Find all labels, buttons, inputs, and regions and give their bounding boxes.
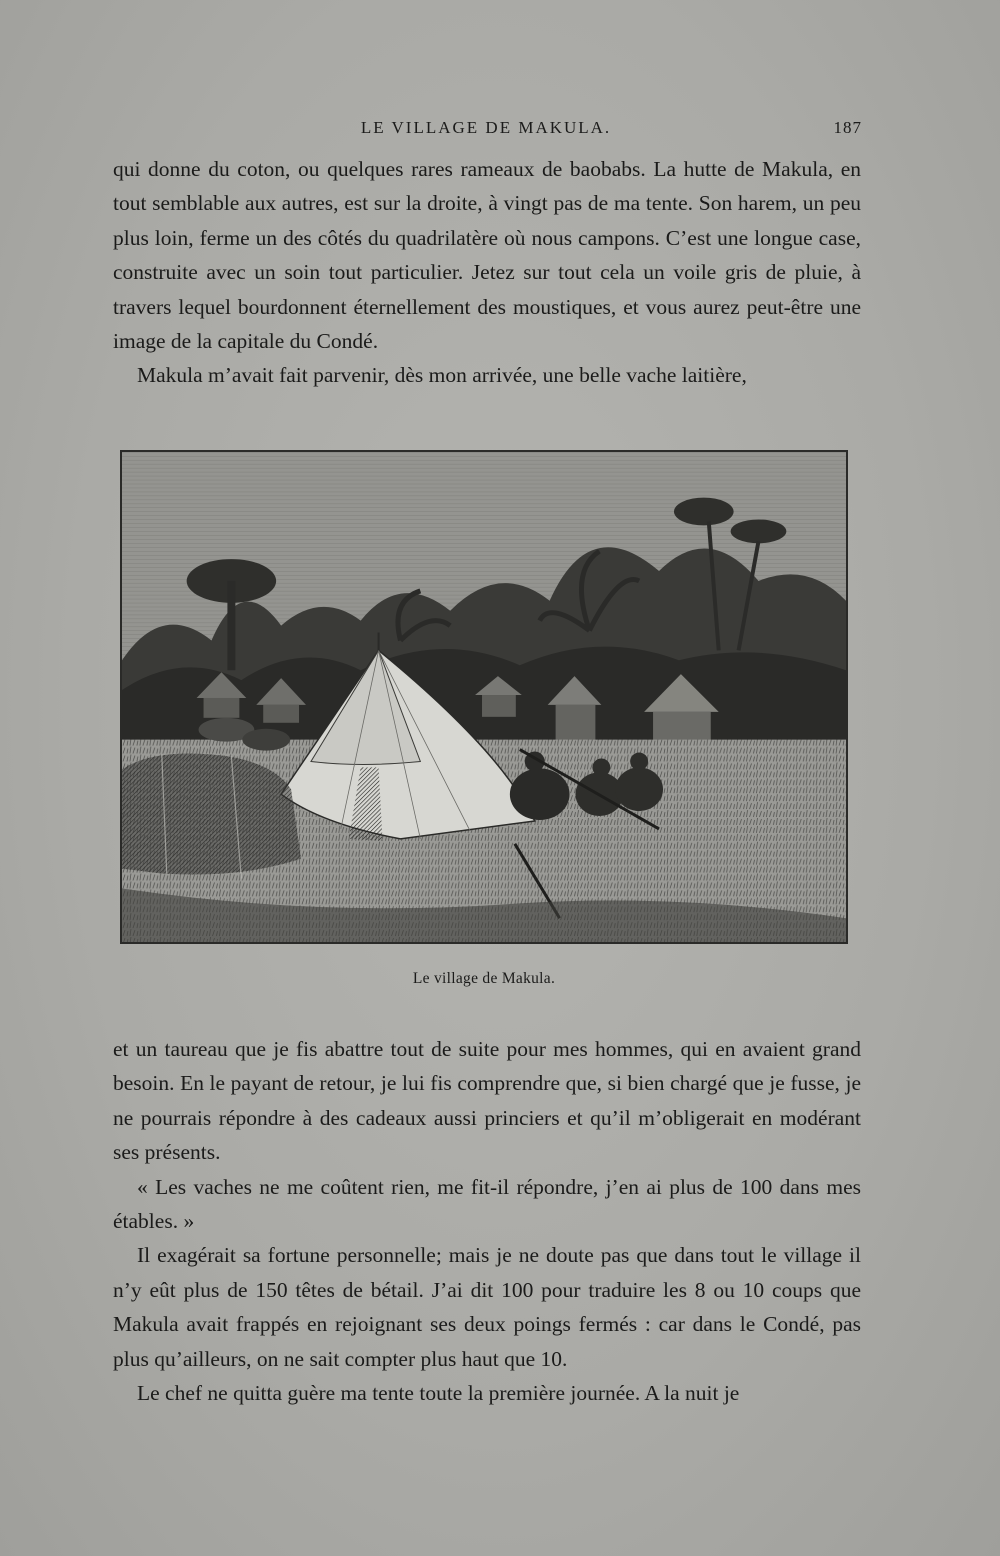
paragraph: Makula m’avait fait parvenir, dès mon arrivée, une belle vache laitière, bbox=[137, 363, 747, 388]
paragraph: et un taureau que je fis abattre tout de suite pour mes hommes, qui en avaient grand besoin. En le payant de retour, je lui fis comprendre que, si bien chargé que je fusse, je ne pourrais répondre à des cadeaux aussi princiers et qu’il m’obligerait en modérant ses présents. bbox=[113, 1037, 861, 1165]
village-engraving bbox=[122, 452, 846, 942]
paragraph: qui donne du coton, ou quelques rares rameaux de baobabs. La hutte de Makula, en tout semblable aux autres, est sur la droite, à vingt pas de ma tente. Son harem, un peu plus loin, ferme un des côtés du quadrilatère où nous campons. C’est une longue case, construite avec un soin tout particulier. Jetez sur tout cela un voile gris de pluie, à travers lequel bourdonnent éternellement des moustiques, et vous aurez peut-être une image de la capitale du Condé. bbox=[113, 157, 861, 354]
paragraph: Il exagérait sa fortune personnelle; mais je ne doute pas que dans tout le village il n’y eût plus de 150 têtes de bétail. J’ai dit 100 pour traduire les 8 ou 10 coups que Makula avait frappés en rejoignant ses deux poings fermés : car dans le Condé, pas plus qu’ailleurs, on ne sait compter plus haut que 10. bbox=[113, 1243, 861, 1371]
body-text-top bbox=[113, 152, 861, 393]
figure-caption: Le village de Makula. bbox=[412, 970, 556, 987]
engraving-illustration bbox=[120, 450, 848, 944]
paragraph: « Les vaches ne me coûtent rien, me fit-il répondre, j’en ai plus de 100 dans mes étables. » bbox=[113, 1174, 861, 1234]
paragraph: Le chef ne quitta guère ma tente toute la première journée. A la nuit je bbox=[137, 1381, 740, 1406]
running-title: LE VILLAGE DE MAKULA. bbox=[360, 118, 612, 137]
running-head bbox=[110, 118, 862, 144]
body-text-bottom bbox=[113, 1032, 861, 1410]
page-number: 187 bbox=[833, 118, 862, 137]
